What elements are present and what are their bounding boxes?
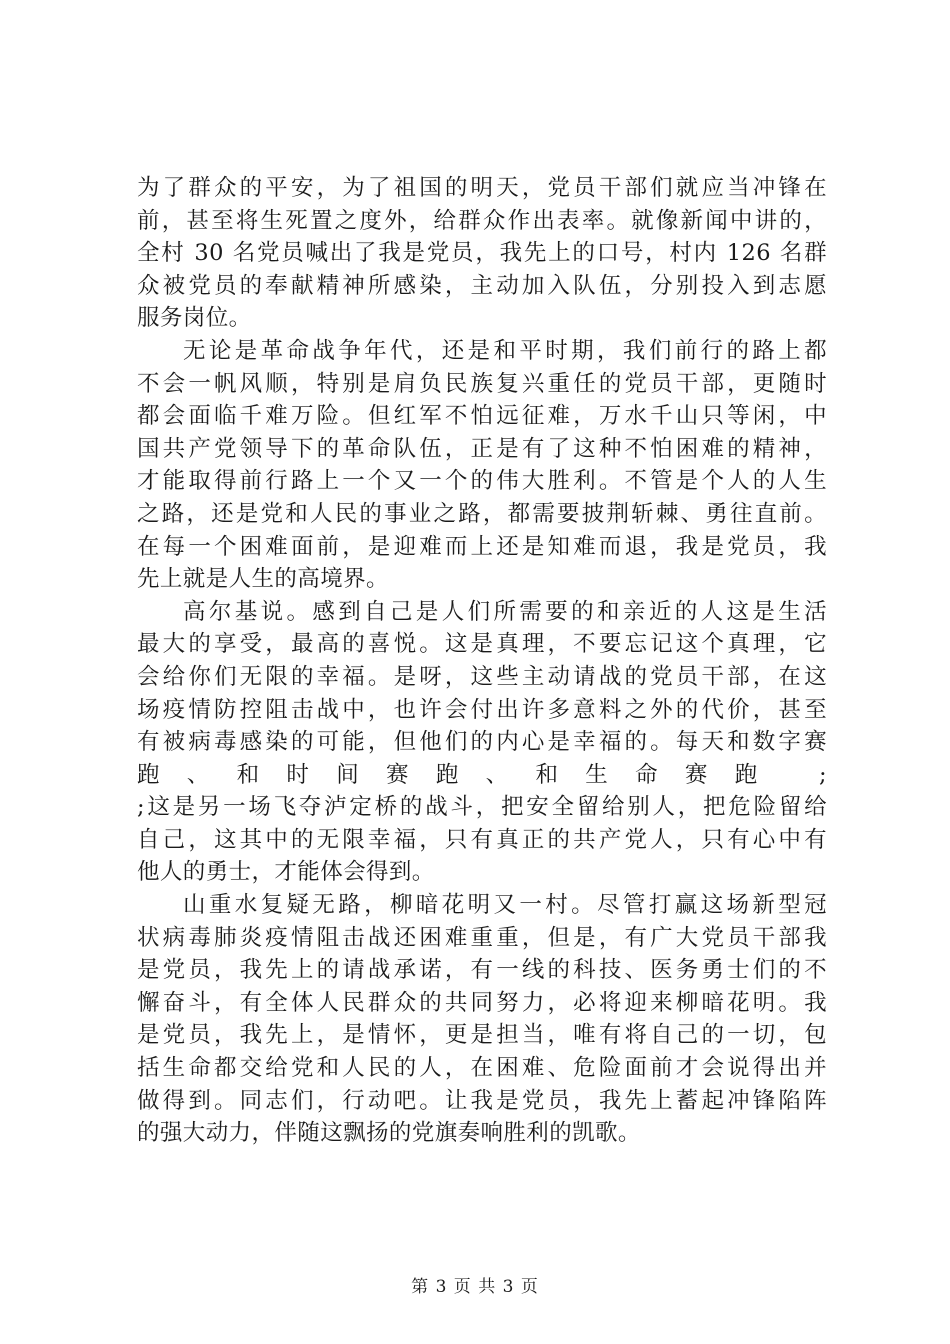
text-line: 有被病毒感染的可能，但他们的内心是幸福的。每天和数字赛 [137,729,827,756]
text-line: 服务岗位。 [137,305,252,332]
text-line: 做得到。同志们，行动吧。让我是党员，我先上蓄起冲锋陷阵 [137,1087,827,1114]
document-body [137,172,827,1150]
text-line: 场疫情防控阻击战中，也许会付出许多意料之外的代价，甚至 [137,696,827,723]
text-line: 之路，还是党和人民的事业之路，都需要披荆斩棘、勇往直前。 [137,500,827,527]
text-line: 自己，这其中的无限幸福，只有真正的共产党人，只有心中有 [137,826,827,853]
text-line: 国共产党领导下的革命队伍，正是有了这种不怕困难的精神， [137,435,827,462]
text-line: 高尔基说。感到自己是人们所需要的和亲近的人这是生活 [183,598,827,625]
text-line: 山重水复疑无路，柳暗花明又一村。尽管打赢这场新型冠 [183,892,827,919]
text-line: 跑、和时间赛跑、和生命赛跑 ; [137,761,827,788]
text-line: 前，甚至将生死置之度外，给群众作出表率。就像新闻中讲的， [137,207,827,234]
text-line: 无论是革命战争年代，还是和平时期，我们前行的路上都 [183,337,827,364]
text-line: 都会面临千难万险。但红军不怕远征难，万水千山只等闲，中 [137,403,827,430]
text-line: 先上就是人生的高境界。 [137,566,389,593]
text-line: 的强大动力，伴随这飘扬的党旗奏响胜利的凯歌。 [137,1120,641,1147]
text-line: 全村 30 名党员喊出了我是党员，我先上的口号，村内 126 名群 [137,240,827,267]
text-line: 在每一个困难面前，是迎难而上还是知难而退，我是党员，我 [137,533,827,560]
text-line: 括生命都交给党和人民的人，在困难、危险面前才会说得出并 [137,1055,827,1082]
text-line: 状病毒肺炎疫情阻击战还困难重重，但是，有广大党员干部我 [137,924,827,951]
text-line: ;这是另一场飞夺泸定桥的战斗，把安全留给别人，把危险留给 [137,794,827,821]
text-line: 会给你们无限的幸福。是呀，这些主动请战的党员干部，在这 [137,663,827,690]
text-line: 最大的享受，最高的喜悦。这是真理，不要忘记这个真理，它 [137,631,827,658]
text-line: 不会一帆风顺，特别是肩负民族复兴重任的党员干部，更随时 [137,370,827,397]
text-line: 为了群众的平安，为了祖国的明天，党员干部们就应当冲锋在 [137,175,827,201]
text-line: 才能取得前行路上一个又一个的伟大胜利。不管是个人的人生 [137,468,827,495]
page-footer: 第 3 页 共 3 页 [411,1277,539,1297]
text-line: 懈奋斗，有全体人民群众的共同努力，必将迎来柳暗花明。我 [137,989,827,1016]
text-line: 是党员，我先上，是情怀，更是担当，唯有将自己的一切，包 [137,1022,827,1049]
text-line: 是党员，我先上的请战承诺，有一线的科技、医务勇士们的不 [137,957,827,984]
text-line: 众被党员的奉献精神所感染，主动加入队伍，分别投入到志愿 [137,272,827,299]
text-line: 他人的勇士，才能体会得到。 [137,859,435,886]
